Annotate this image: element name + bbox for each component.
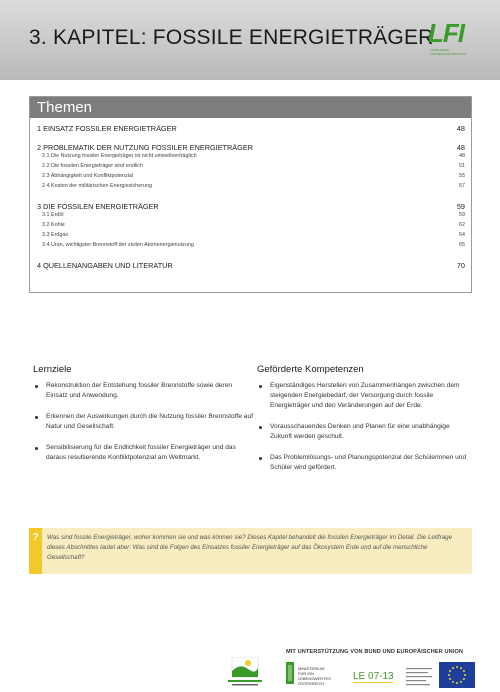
toc-entry — [37, 173, 465, 183]
toc-entry-label: 3.3 Erdgas — [42, 232, 69, 238]
toc-entry-page: 55 — [459, 173, 465, 179]
toc-entry — [37, 242, 465, 252]
toc-entry-label: 2.4 Kosten der militärischen Energiesicherung — [42, 183, 152, 189]
eu-star-icon — [460, 681, 462, 683]
eu-star-icon — [452, 667, 454, 669]
toc-entry — [37, 222, 465, 232]
toc-entry-page: 62 — [459, 222, 465, 228]
toc-entry-page: 70 — [456, 261, 465, 270]
toc-entry-page: 48 — [456, 124, 465, 133]
lernziele-item: Sensibilisierung für die Endlichkeit fossiler Energieträger und das daraus resultierende Konfliktpotenzial am Weltmarkt. — [33, 443, 255, 463]
toc-entry-label: 3.1 Erdöl — [42, 212, 64, 218]
toc-entry — [37, 153, 465, 163]
toc-entry-label: 3.2 Kohle — [42, 222, 65, 228]
lernziele-item: Erkennen der Auswirkungen durch die Nutzung fossiler Brennstoffe auf Natur und Gesellschaft. — [33, 412, 255, 432]
toc-entry-page: 59 — [456, 202, 465, 211]
svg-text:LEBENSWERTES: LEBENSWERTES — [298, 676, 331, 681]
toc-entry-page: 65 — [459, 242, 465, 248]
le-07-13-logo — [350, 664, 396, 686]
lfi-logo — [428, 18, 482, 60]
lebensministerium-logo — [286, 660, 346, 688]
toc-entry-label: 1 EINSATZ FOSSILER ENERGIETRÄGER — [37, 124, 177, 133]
eu-text-block — [404, 664, 436, 688]
gruener-plan-logo — [226, 657, 264, 687]
lernziele-title: Lernziele — [33, 364, 72, 375]
question-mark-icon: ? — [29, 528, 42, 574]
eu-star-icon — [464, 674, 466, 676]
toc-entry — [37, 183, 465, 193]
chapter-title: 3. KAPITEL: FOSSILE ENERGIETRÄGER — [29, 26, 434, 49]
toc-entry — [37, 212, 465, 222]
svg-text:ÖSTERREICH: ÖSTERREICH — [298, 681, 325, 686]
toc-entry — [37, 232, 465, 242]
toc-entry — [37, 143, 465, 153]
eu-star-icon — [463, 670, 465, 672]
toc-entry-label: 2 PROBLEMATIK DER NUTZUNG FOSSILER ENERGIETRÄGER — [37, 143, 253, 152]
guiding-question-box — [29, 528, 472, 574]
toc-entry-label: 3.4 Uran, wichtigster Brennstoff der zivilen Atomenergienutzung — [42, 242, 194, 248]
kompetenzen-list — [257, 381, 469, 484]
toc-entry — [37, 261, 465, 271]
svg-text:FÜR EIN: FÜR EIN — [298, 671, 314, 676]
toc-entry-label: 2.2 Die fossilen Energieträger sind endlich — [42, 163, 143, 169]
lfi-logo-subtitle: LÄNDLICHES FORTBILDUNGSINSTITUT — [430, 48, 467, 56]
toc-entry-label: 4 QUELLENANGABEN UND LITERATUR — [37, 261, 173, 270]
eu-star-icon — [463, 678, 465, 680]
eu-star-icon — [460, 667, 462, 669]
eu-star-icon — [449, 678, 451, 680]
toc-entry-label: 2.3 Abhängigkeit und Konfliktpotenzial — [42, 173, 134, 179]
toc-entry — [37, 202, 465, 212]
lernziele-list — [33, 381, 255, 474]
sponsor-title: MIT UNTERSTÜTZUNG VON BUND UND EUROPÄISCHER UNION — [286, 649, 464, 655]
themen-title: Themen — [30, 97, 471, 118]
toc-entry-page: 59 — [459, 212, 465, 218]
toc-entry-page: 48 — [456, 143, 465, 152]
toc-entry-label: 2.1 Die Nutzung fossiler Energieträger ist nicht umweltverträglich — [42, 153, 197, 159]
guiding-question-text: Was sind fossile Energieträger, woher kommen sie und was können sie? Dieses Kapitel behandelt die fossilen Energieträger im Detail. Die Leitfrage dieses Abschnittes lautet aber: Was sind die Folgen des Einsatzes fossiler Energieträger auf das Ökosystem Erde und auf die menschliche Gesellschaft? — [47, 534, 453, 561]
eu-star-icon — [452, 681, 454, 683]
toc-entry-page: 51 — [459, 163, 465, 169]
eu-star-icon — [456, 666, 458, 668]
eu-star-icon — [449, 670, 451, 672]
svg-text:LE 07-13: LE 07-13 — [353, 671, 394, 682]
kompetenzen-item: Vorausschauendes Denken und Planen für eine unabhängige Zukunft werden geschult. — [257, 422, 469, 442]
eu-star-icon — [448, 674, 450, 676]
lfi-logo-text: LFI — [428, 18, 464, 48]
svg-text:MINISTERIUM: MINISTERIUM — [298, 666, 325, 671]
lernziele-item: Rekonstruktion der Entstehung fossiler Brennstoffe sowie deren Einsatz und Anwendung. — [33, 381, 255, 401]
kompetenzen-item: Das Problemlösungs- und Planungspotenzial der Schülerinnen und Schüler wird gefördert. — [257, 453, 469, 473]
toc-entry-page: 64 — [459, 232, 465, 238]
toc-entry-page: 57 — [459, 183, 465, 189]
toc-entry — [37, 163, 465, 173]
chapter-header — [0, 0, 500, 80]
eu-flag-icon — [439, 662, 475, 688]
themen-box — [29, 96, 472, 293]
kompetenzen-item: Eigenständiges Herstellen von Zusammenhängen zwischen dem steigenden Energiebedarf, der Versorgung durch fossile Energieträger und den Veränderungen auf der Erde. — [257, 381, 469, 411]
toc-entry — [37, 124, 465, 134]
eu-star-icon — [456, 682, 458, 684]
toc-entry-page: 48 — [459, 153, 465, 159]
kompetenzen-title: Geförderte Kompetenzen — [257, 364, 364, 375]
toc-entry-label: 3 DIE FOSSILEN ENERGIETRÄGER — [37, 202, 159, 211]
